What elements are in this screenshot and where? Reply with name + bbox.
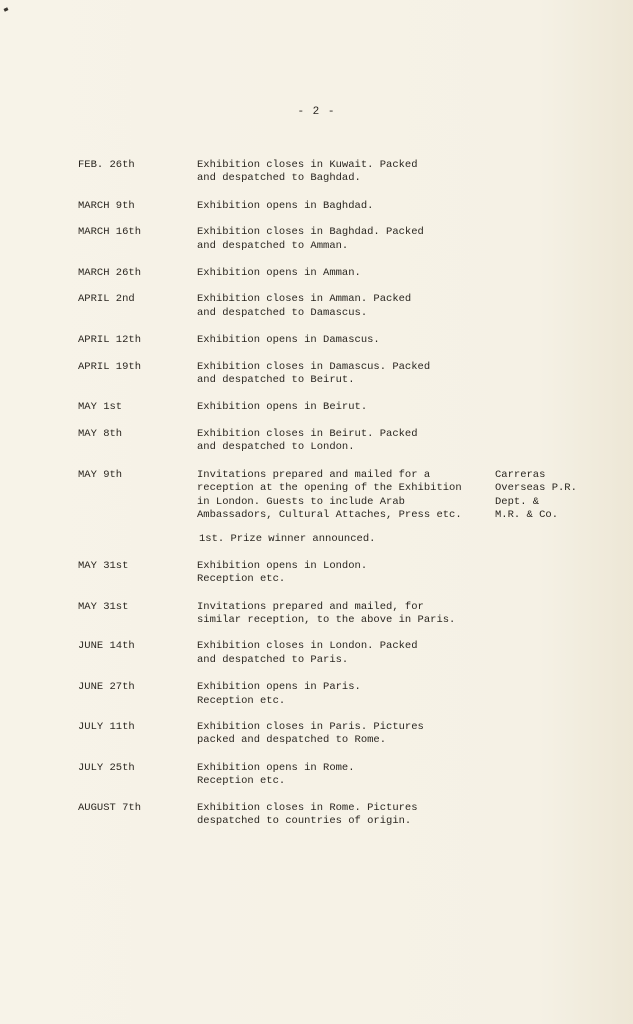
description-line: packed and despatched to Rome. [197, 734, 387, 747]
entry-date: MARCH 16th [78, 226, 142, 239]
note-line: Dept. & [495, 495, 540, 508]
entry-date: MAY 31st [78, 559, 129, 572]
entry-description [197, 159, 487, 186]
description-line: despatched to countries of origin. [197, 815, 412, 827]
entry-extra-note: 1st. Prize winner announced. [199, 533, 376, 546]
schedule-entry [0, 762, 633, 789]
entry-description [197, 267, 487, 280]
entry-description [197, 762, 487, 789]
schedule-entry [0, 200, 633, 213]
description-line: Invitations prepared and mailed, for [197, 600, 424, 613]
note-line: M.R. & Co. [495, 508, 559, 521]
entry-date: MAY 9th [78, 468, 123, 481]
description-line: in London. Guests to include Arab [197, 495, 405, 508]
description-line: Ambassadors, Cultural Attaches, Press etc. [197, 508, 462, 521]
entry-date: JUNE 14th [78, 640, 135, 653]
schedule-entry [0, 293, 633, 320]
page-number: - 2 - [297, 106, 336, 118]
entry-description [197, 721, 487, 748]
entry-date: APRIL 12th [78, 334, 142, 347]
entry-description [197, 802, 487, 829]
entry-description [197, 401, 487, 414]
entry-description [197, 640, 487, 667]
description-line: Exhibition closes in Beirut. Packed [197, 427, 418, 440]
schedule-list [0, 159, 633, 841]
schedule-entry [0, 226, 633, 253]
entry-date: MAY 31st [78, 600, 129, 613]
entry-description [197, 560, 487, 587]
ink-mark [4, 7, 9, 11]
description-line: Reception etc. [197, 573, 286, 586]
description-line: and despatched to Damascus. [197, 306, 368, 319]
entry-description [197, 469, 487, 523]
entry-date: FEB. 26th [78, 159, 135, 171]
schedule-entry [0, 334, 633, 347]
entry-date: AUGUST 7th [78, 801, 142, 814]
schedule-entry [0, 401, 633, 414]
entry-description [197, 361, 487, 388]
description-line: Exhibition closes in Baghdad. Packed [197, 226, 424, 239]
entry-date: APRIL 19th [78, 360, 142, 373]
description-line: Invitations prepared and mailed for a [197, 468, 431, 481]
responsible-party-note [495, 469, 577, 523]
description-line: and despatched to Baghdad. [197, 172, 361, 185]
description-line: Exhibition opens in Beirut. [197, 401, 368, 414]
note-line: Carreras [495, 468, 546, 481]
description-line: Exhibition opens in Damascus. [197, 334, 380, 347]
entry-date: MARCH 9th [78, 199, 135, 212]
entry-description [197, 226, 487, 253]
description-line: Reception etc. [197, 694, 286, 707]
schedule-entry [0, 601, 633, 628]
schedule-entry [0, 802, 633, 829]
description-line: Exhibition opens in London. [197, 559, 368, 572]
entry-description [197, 681, 487, 708]
entry-date: APRIL 2nd [78, 293, 135, 306]
description-line: and despatched to Beirut. [197, 374, 355, 387]
entry-date: JULY 25th [78, 761, 135, 774]
description-line: Exhibition closes in Amman. Packed [197, 293, 412, 306]
entry-date: MAY 8th [78, 427, 123, 440]
description-line: Exhibition closes in London. Packed [197, 640, 418, 653]
entry-date: JUNE 27th [78, 681, 135, 694]
schedule-entry [0, 560, 633, 587]
schedule-entry [0, 159, 633, 186]
entry-description [197, 601, 487, 628]
entry-date: MARCH 26th [78, 267, 142, 280]
entry-description [197, 334, 487, 347]
description-line: reception at the opening of the Exhibition [197, 482, 462, 495]
description-line: Exhibition opens in Baghdad. [197, 199, 374, 212]
description-line: Reception etc. [197, 775, 286, 788]
description-line: Exhibition closes in Rome. Pictures [197, 801, 418, 814]
note-line: Overseas P.R. [495, 482, 577, 495]
schedule-entry [0, 640, 633, 667]
description-line: Exhibition closes in Kuwait. Packed [197, 159, 418, 171]
description-line: Exhibition opens in Amman. [197, 267, 361, 280]
description-line: and despatched to London. [197, 441, 355, 454]
schedule-entry [0, 721, 633, 748]
schedule-entry [0, 428, 633, 455]
schedule-entry [0, 469, 633, 547]
description-line: Exhibition opens in Paris. [197, 681, 361, 694]
description-line: Exhibition closes in Paris. Pictures [197, 720, 424, 733]
entry-date: MAY 1st [78, 401, 123, 414]
description-line: Exhibition opens in Rome. [197, 761, 355, 774]
entry-description [197, 428, 487, 455]
description-line: and despatched to Paris. [197, 653, 349, 666]
schedule-entry [0, 681, 633, 708]
entry-date: JULY 11th [78, 720, 135, 733]
schedule-entry [0, 267, 633, 280]
description-line: and despatched to Amman. [197, 239, 349, 252]
description-line: similar reception, to the above in Paris. [197, 613, 456, 626]
entry-description [197, 200, 487, 213]
entry-description [197, 293, 487, 320]
description-line: Exhibition closes in Damascus. Packed [197, 360, 431, 373]
schedule-entry [0, 361, 633, 388]
